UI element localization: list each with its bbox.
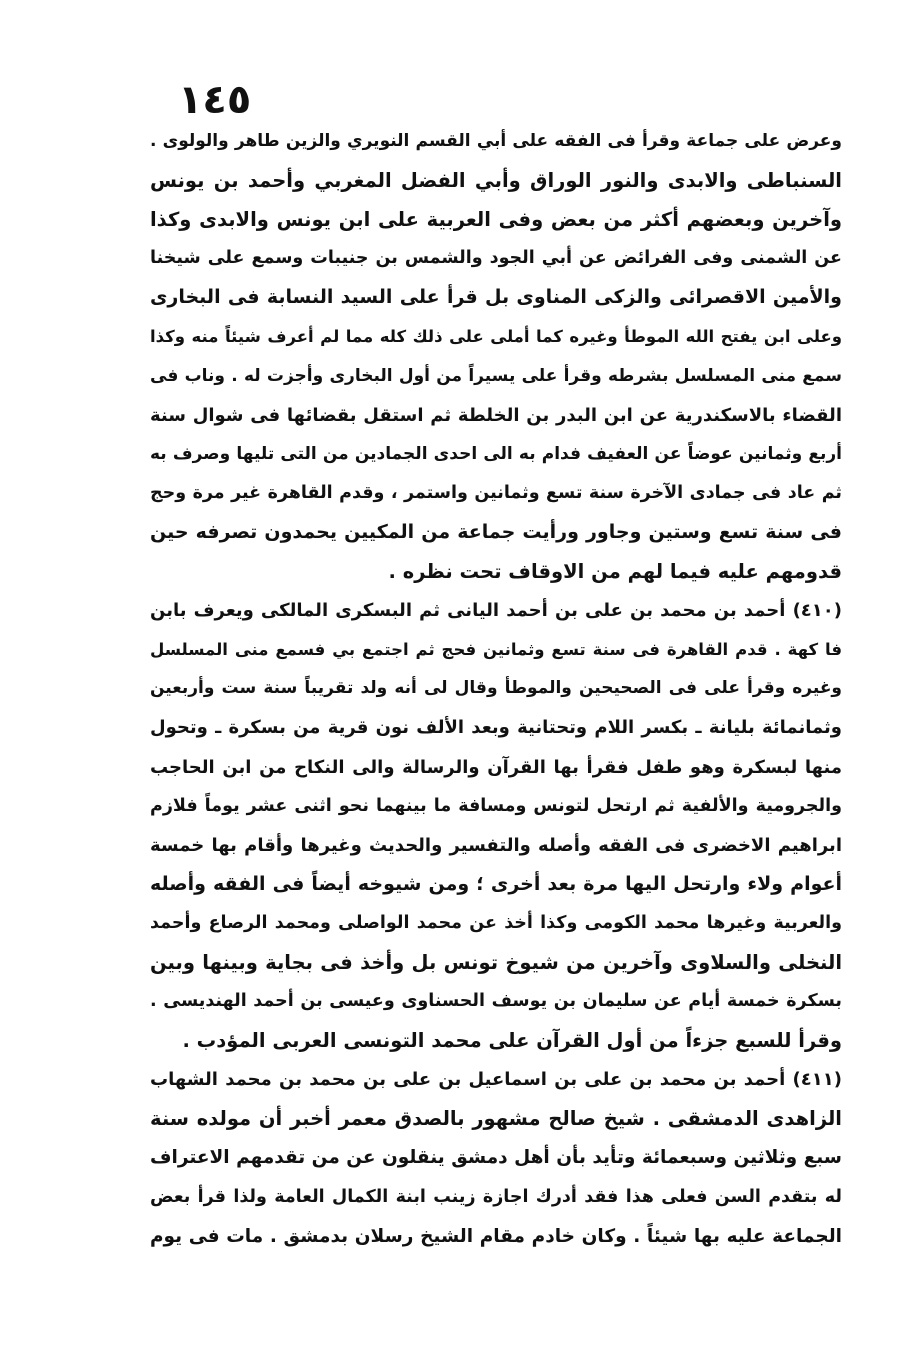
text-line: والجرومية والألفية ثم ارتحل لتونس ومسافة ما بينهما نحو اثنى عشر يوماً فلازم	[150, 795, 842, 816]
text-line: بسكرة خمسة أيام عن سليمان بن يوسف الحسناوى وعيسى بن أحمد الهنديسى .	[150, 991, 842, 1012]
text-line: سمع منى المسلسل بشرطه وقرأ على يسيراً من أول البخارى وأجزت له . وناب فى	[150, 365, 842, 386]
text-line: عن الشمنى وفى الفرائض عن أبي الجود والشمس بن جنيبات وسمع على شيخنا	[150, 248, 842, 269]
body-text	[150, 122, 842, 1256]
text-line: الجماعة عليه بها شيئاً . وكان خادم مقام الشيخ رسلان بدمشق . مات فى يوم	[150, 1225, 842, 1247]
text-line: منها لبسكرة وهو طفل فقرأ بها القرآن والرسالة والى النكاح من ابن الحاجب	[150, 756, 842, 778]
text-line: وعرض على جماعة وقرأ فى الفقه على أبي القسم النويري والزين طاهر والولوى .	[150, 131, 842, 151]
text-line: فى سنة تسع وستين وجاور ورأيت جماعة من المكيين يحمدون تصرفه حين	[150, 520, 842, 543]
text-line: وثمانمائة بليانة ـ بكسر اللام وتحتانية وبعد الألف نون قرية من بسكرة ـ وتحول	[150, 717, 842, 739]
text-line: وغيره وقرأ على فى الصحيحين والموطأ وقال لى أنه ولد تقريباً سنة ست وأربعين	[150, 678, 842, 699]
text-line: أعوام ولاء وارتحل اليها مرة بعد أخرى ؛ ومن شيوخه أيضاً فى الفقه وأصله	[150, 872, 842, 895]
text-line: الزاهدى الدمشقى . شيخ صالح مشهور بالصدق معمر أخبر أن مولده سنة	[150, 1107, 842, 1131]
text-line: ثم عاد فى جمادى الآخرة سنة تسع وثمانين واستمر ، وقدم القاهرة غير مرة وحج	[150, 482, 842, 503]
text-line: وعلى ابن يفتح الله الموطأ وغيره كما أملى على ذلك كله مما لم أعرف شيئاً منه وكذا	[150, 327, 842, 347]
text-line: أربع وثمانين عوضاً عن العفيف فدام به الى احدى الجمادين من التى تليها وصرف به	[150, 443, 842, 464]
page-number: ١٤٥	[178, 77, 252, 123]
text-line: له بتقدم السن فعلى هذا فقد أدرك اجازة زينب ابنة الكمال العامة ولذا قرأ بعض	[150, 1186, 842, 1207]
entry-411-heading-line: (٤١١) أحمد بن محمد بن على بن اسماعيل بن على بن محمد بن محمد الشهاب	[150, 1069, 842, 1091]
text-line: وقرأ للسبع جزءاً من أول القرآن على محمد التونسى العربى المؤدب .	[182, 1029, 842, 1053]
text-line: ابراهيم الاخضرى فى الفقه وأصله والتفسير والحديث وغيرها وأقام بها خمسة	[150, 834, 842, 856]
text-line: قدومهم عليه فيما لهم من الاوقاف تحت نظره .	[388, 560, 842, 584]
text-line: سبع وثلاثين وسبعمائة وتأيد بأن أهل دمشق ينقلون عن من تقدمهم الاعتراف	[150, 1147, 842, 1169]
entry-410-heading-line: (٤١٠) أحمد بن محمد بن على بن أحمد اليانى ثم البسكرى المالكى ويعرف بابن	[150, 600, 842, 622]
text-line: السنباطى والابدى والنور الوراق وأبي الفضل المغربي وأحمد بن يونس	[150, 169, 842, 193]
text-line: وآخرين وبعضهم أكثر من بعض وفى العربية على ابن يونس والابدى وكذا	[150, 208, 842, 232]
text-line: والعربية وغيرها محمد الكومى وكذا أخذ عن محمد الواصلى ومحمد الرصاع وأحمد	[150, 912, 842, 933]
text-line: والأمين الاقصرائى والزكى المناوى بل قرأ على السيد النسابة فى البخارى	[150, 286, 842, 309]
text-line: فا كهة . قدم القاهرة فى سنة تسع وثمانين فحج ثم اجتمع بي فسمع منى المسلسل	[150, 640, 842, 660]
text-line: القضاء بالاسكندرية عن ابن البدر بن الخلطة ثم استقل بقضائها فى شوال سنة	[150, 404, 842, 426]
text-line: النخلى والسلاوى وآخرين من شيوخ تونس بل وأخذ فى بجاية وبينها وبين	[150, 950, 842, 974]
